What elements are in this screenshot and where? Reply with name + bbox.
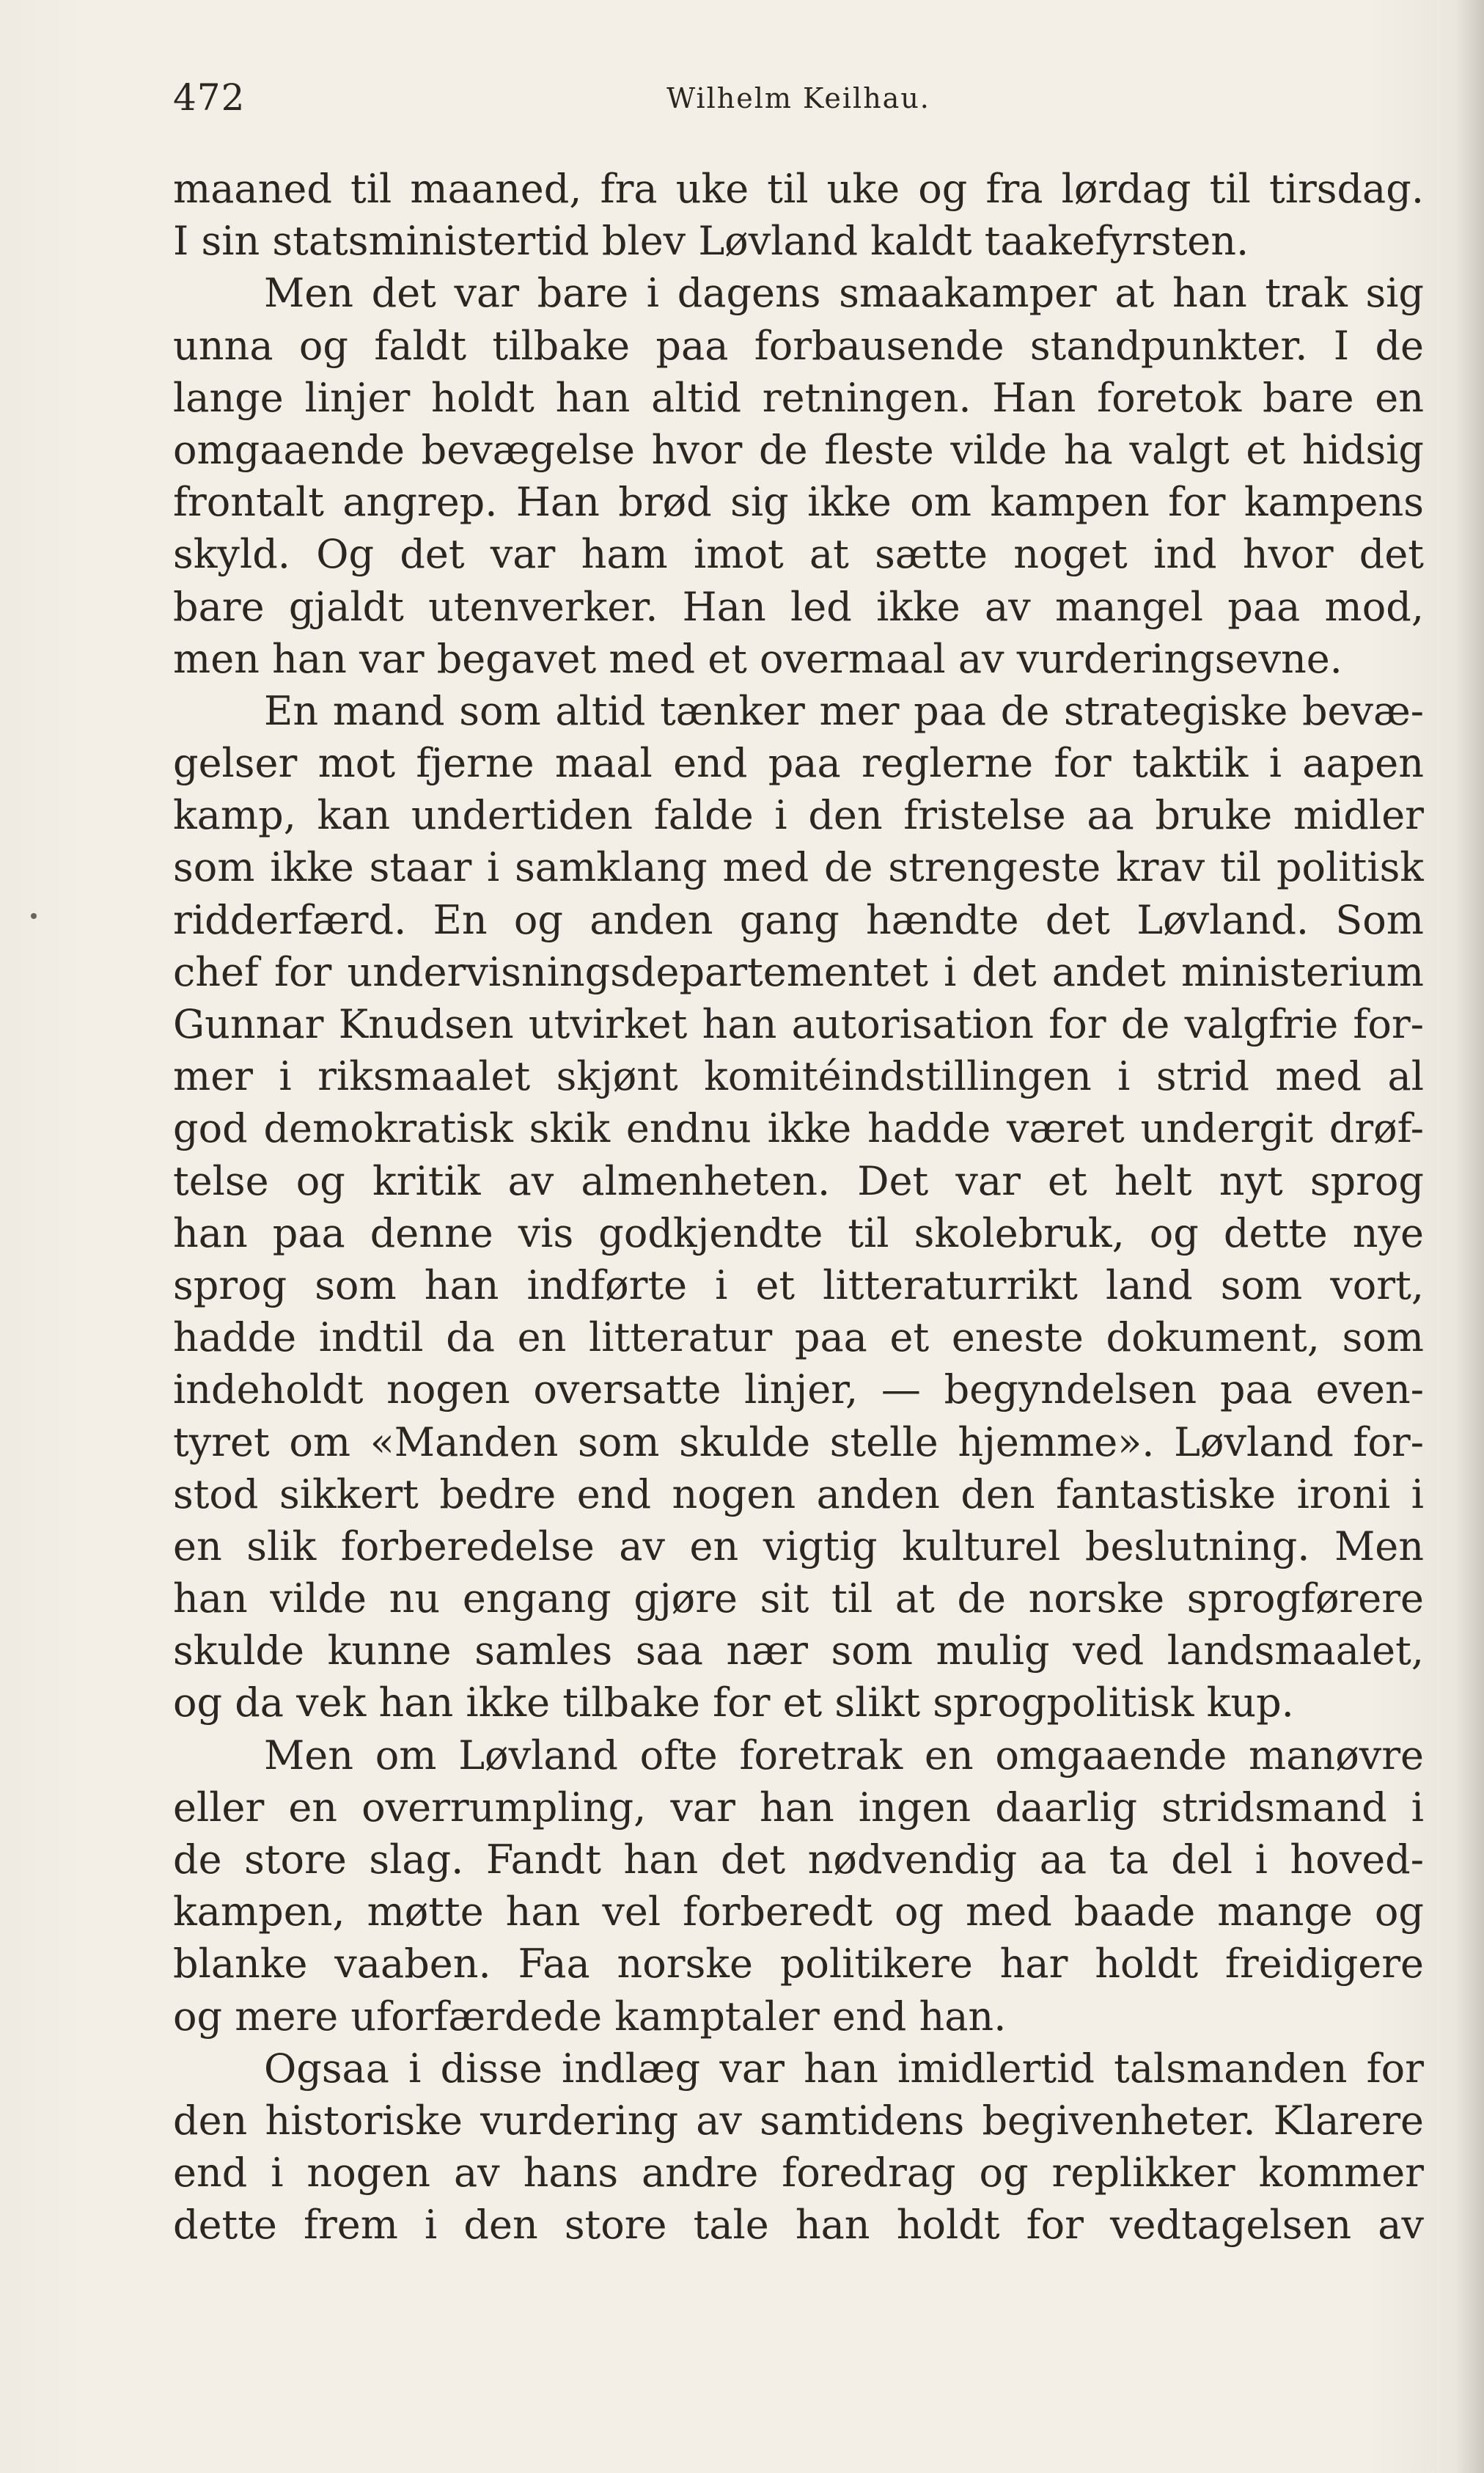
text-line: eller en overrumpling, var han ingen daarlig stridsmand i bbox=[173, 1784, 1424, 1831]
text-line: gelser mot fjerne maal end paa reglerne for taktik i aapen bbox=[173, 740, 1424, 787]
text-line: telse og kritik av almenheten. Det var et helt nyt sprog bbox=[173, 1157, 1424, 1204]
text-line: unna og faldt tilbake paa forbausende standpunkter. I de bbox=[173, 322, 1424, 369]
text-line: og da vek han ikke tilbake for et slikt sprogpolitisk kup. bbox=[173, 1679, 1294, 1726]
text-line: de store slag. Fandt han det nødvendig aa ta del i hoved- bbox=[173, 1836, 1424, 1883]
text-line: chef for undervisningsdepartementet i det andet ministerium bbox=[173, 948, 1424, 995]
text-line: en slik forberedelse av en vigtig kulturel beslutning. Men bbox=[173, 1523, 1424, 1569]
text-line: han vilde nu engang gjøre sit til at de norske sprogførere bbox=[173, 1575, 1424, 1622]
text-line: lange linjer holdt han altid retningen. Han foretok bare en bbox=[173, 374, 1424, 421]
text-line: frontalt angrep. Han brød sig ikke om kampen for kampens bbox=[173, 479, 1424, 526]
page-header bbox=[173, 76, 1424, 128]
text-line: maaned til maaned, fra uke til uke og fra lørdag til tirsdag. bbox=[173, 166, 1424, 212]
running-head: Wilhelm Keilhau. bbox=[666, 82, 930, 114]
text-line: som ikke staar i samklang med de strengeste krav til politisk bbox=[173, 844, 1424, 891]
text-line: stod sikkert bedre end nogen anden den fantastiske ironi i bbox=[173, 1470, 1424, 1517]
text-line: skulde kunne samles saa nær som mulig ved landsmaalet, bbox=[173, 1627, 1424, 1674]
text-line: men han var begavet med et overmaal av vurderingsevne. bbox=[173, 635, 1342, 682]
text-line: omgaaende bevægelse hvor de fleste vilde ha valgt et hidsig bbox=[173, 426, 1424, 473]
text-line: indeholdt nogen oversatte linjer, — begyndelsen paa even- bbox=[173, 1366, 1424, 1413]
text-line: blanke vaaben. Faa norske politikere har holdt freidigere bbox=[173, 1941, 1424, 1987]
body-text bbox=[173, 163, 1424, 2252]
text-line: kampen, møtte han vel forberedt og med baade mange og bbox=[173, 1888, 1424, 1935]
text-line: god demokratisk skik endnu ikke hadde været undergit drøf- bbox=[173, 1105, 1424, 1152]
text-line: end i nogen av hans andre foredrag og replikker kommer bbox=[173, 2150, 1424, 2197]
paper-speck bbox=[31, 913, 37, 919]
text-line: skyld. Og det var ham imot at sætte noget ind hvor det bbox=[173, 531, 1424, 578]
text-line: han paa denne vis godkjendte til skolebruk, og dette nye bbox=[173, 1209, 1424, 1256]
text-line: hadde indtil da en litteratur paa et eneste dokument, som bbox=[173, 1314, 1424, 1361]
text-line: og mere uforfærdede kamptaler end han. bbox=[173, 1993, 1007, 2040]
text-line: den historiske vurdering av samtidens begivenheter. Klarere bbox=[173, 2097, 1424, 2144]
text-line: ridderfærd. En og anden gang hændte det Løvland. Som bbox=[173, 896, 1424, 943]
text-line: I sin statsministertid blev Løvland kaldt taakefyrsten. bbox=[173, 218, 1249, 265]
text-line: Men om Løvland ofte foretrak en omgaaende manøvre bbox=[264, 1732, 1424, 1778]
page-number: 472 bbox=[173, 76, 246, 119]
text-line: kamp, kan undertiden falde i den fristelse aa bruke midler bbox=[173, 792, 1424, 839]
text-line: Ogsaa i disse indlæg var han imidlertid talsmanden for bbox=[264, 2045, 1424, 2092]
text-line: sprog som han indførte i et litteraturrikt land som vort, bbox=[173, 1261, 1424, 1308]
page-edge-shadow bbox=[1455, 0, 1484, 2473]
text-line: En mand som altid tænker mer paa de strategiske bevæ- bbox=[264, 687, 1424, 734]
text-line: dette frem i den store tale han holdt for vedtagelsen av bbox=[173, 2202, 1424, 2249]
text-line: tyret om «Manden som skulde stelle hjemme». Løvland for- bbox=[173, 1418, 1424, 1465]
text-line: Men det var bare i dagens smaakamper at han trak sig bbox=[264, 270, 1424, 317]
text-line: bare gjaldt utenverker. Han led ikke av mangel paa mod, bbox=[173, 583, 1424, 630]
text-line: mer i riksmaalet skjønt komitéindstillingen i strid med al bbox=[173, 1053, 1424, 1100]
text-line: Gunnar Knudsen utvirket han autorisation for de valgfrie for- bbox=[173, 1001, 1424, 1047]
